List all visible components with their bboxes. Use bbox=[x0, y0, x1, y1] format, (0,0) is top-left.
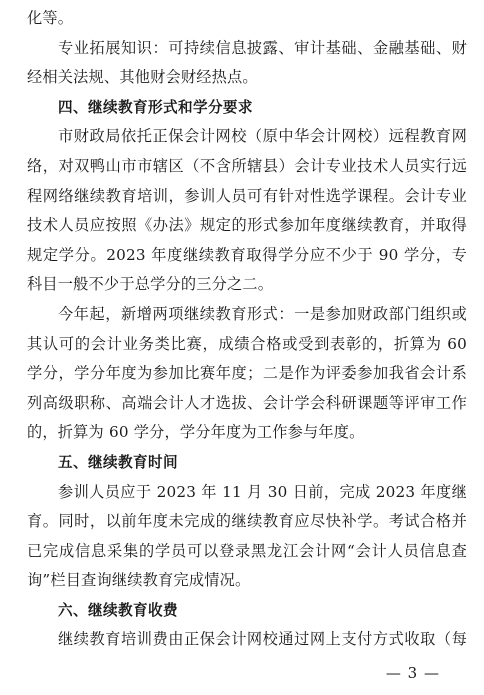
paragraph-line: 技术人员应按照《办法》规定的形式参加年度继续教育，并取得 bbox=[27, 216, 467, 235]
page-number: — 3 — bbox=[385, 664, 440, 682]
document-page bbox=[27, 4, 467, 655]
paragraph-line: 学分，学分年度为参加比赛年度；二是作为评委参加我省会计系 bbox=[27, 364, 467, 383]
paragraph-line: 已完成信息采集的学员可以登录黑龙江会计网“会计人员信息查 bbox=[27, 541, 467, 560]
paragraph-line: 询”栏目查询继续教育完成情况。 bbox=[27, 571, 251, 590]
paragraph-line: 规定学分。2023 年度继续教育取得学分应不少于 90 学分，专 bbox=[27, 245, 467, 264]
paragraph-line: 市财政局依托正保会计网校（原中华会计网校）远程教育网 bbox=[58, 127, 467, 146]
section-heading: 四、继续教育形式和学分要求 bbox=[58, 98, 253, 116]
paragraph-line: 其认可的会计业务类比赛，成绩合格或受到表彰的，折算为 60 bbox=[27, 334, 467, 353]
section-heading: 五、继续教育时间 bbox=[58, 453, 178, 471]
paragraph-line: 化等。 bbox=[27, 9, 74, 27]
paragraph-line: 络，对双鸭山市市辖区（不含所辖县）会计专业技术人员实行远 bbox=[27, 156, 467, 175]
paragraph-line: 专业拓展知识：可持续信息披露、审计基础、金融基础、财 bbox=[58, 38, 467, 57]
paragraph-line: 经相关法规、其他财会财经热点。 bbox=[27, 68, 258, 87]
paragraph-line: 继续教育培训费由正保会计网校通过网上支付方式收取（每 bbox=[58, 630, 467, 649]
paragraph-line: 育。同时，以前年度未完成的继续教育应尽快补学。考试合格并 bbox=[27, 512, 467, 531]
paragraph-line: 列高级职称、高端会计人才选拔、会计学会科研课题等评审工作 bbox=[27, 393, 467, 412]
paragraph-line: 的，折算为 60 学分，学分年度为工作参与年度。 bbox=[27, 423, 365, 442]
paragraph-line: 科目一般不少于总学分的三分之二。 bbox=[27, 275, 274, 294]
paragraph-line: 程网络继续教育培训，参训人员可有针对性选学课程。会计专业 bbox=[27, 186, 467, 205]
paragraph-line: 今年起，新增两项继续教育形式：一是参加财政部门组织或 bbox=[58, 304, 467, 323]
section-heading: 六、继续教育收费 bbox=[58, 601, 178, 619]
paragraph-line: 参训人员应于 2023 年 11 月 30 日前，完成 2023 年度继 bbox=[58, 482, 467, 501]
